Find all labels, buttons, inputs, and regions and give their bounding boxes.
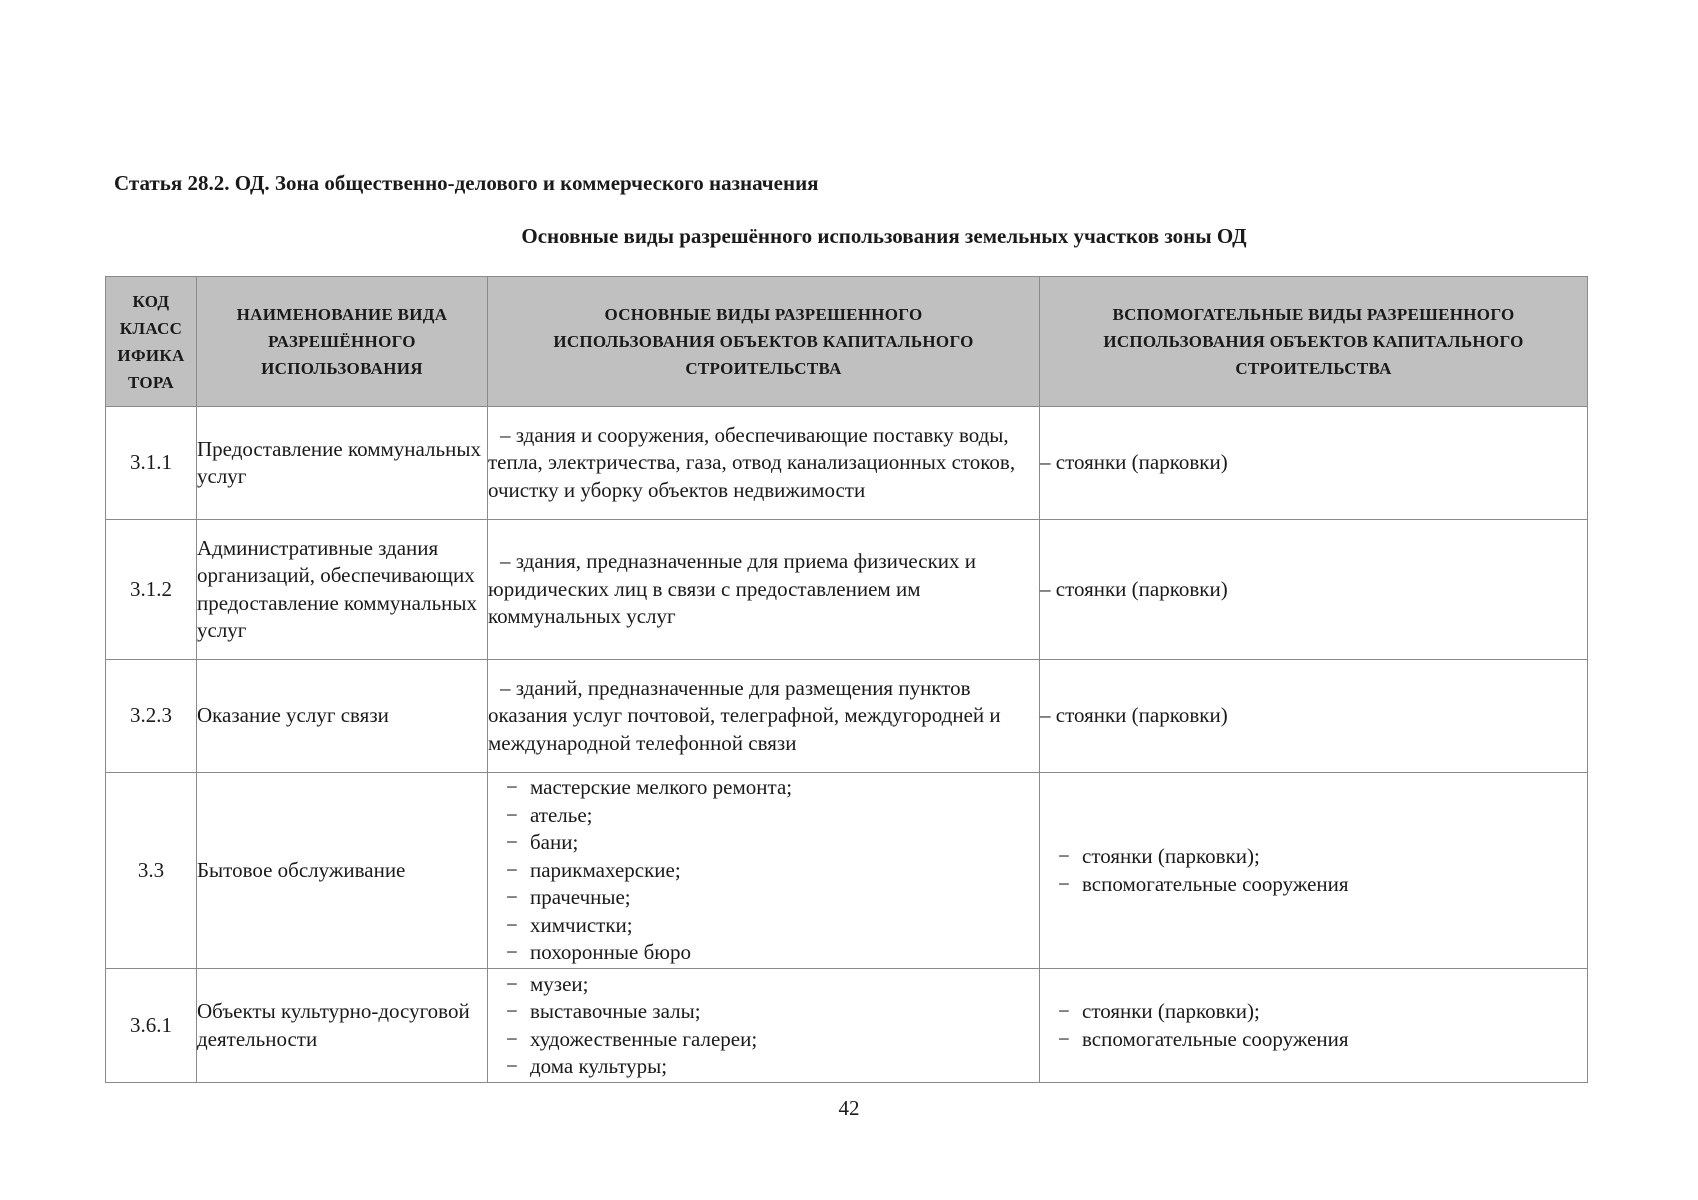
row-main-uses: – здания, предназначенные для приема физических и юридических лиц в связи с предоставлением им коммунальных услуг	[488, 520, 1040, 660]
row-main-uses	[488, 969, 1040, 1083]
table-row	[106, 969, 1588, 1083]
row-aux-uses: – стоянки (парковки)	[1040, 520, 1588, 660]
list-item: − вспомогательные сооружения	[1040, 871, 1587, 899]
list-item: − выставочные залы;	[488, 998, 1039, 1026]
list-item: − химчистки;	[488, 912, 1039, 940]
header-code-line: ТОРА	[127, 372, 175, 392]
header-code	[106, 277, 197, 407]
table-row	[106, 407, 1588, 520]
row-name: Предоставление коммунальных услуг	[197, 407, 488, 520]
row-aux-uses: – стоянки (парковки)	[1040, 407, 1588, 520]
list-item: − парикмахерские;	[488, 857, 1039, 885]
header-code-line: КЛАСС	[119, 318, 183, 338]
list-item: − дома культуры;	[488, 1053, 1039, 1081]
row-aux-uses: – стоянки (парковки)	[1040, 660, 1588, 773]
row-code: 3.1.1	[106, 407, 197, 520]
list-item: − мастерские мелкого ремонта;	[488, 774, 1039, 802]
table-row	[106, 520, 1588, 660]
list-item: − похоронные бюро	[488, 939, 1039, 967]
row-code: 3.6.1	[106, 969, 197, 1083]
row-aux-uses	[1040, 773, 1588, 969]
row-main-uses	[488, 773, 1040, 969]
row-name: Административные здания организаций, обеспечивающих предоставление коммунальных услуг	[197, 520, 488, 660]
list-item: − стоянки (парковки);	[1040, 998, 1587, 1026]
list-item: − музеи;	[488, 971, 1039, 999]
row-main-uses: – здания и сооружения, обеспечивающие поставку воды, тепла, электричества, газа, отвод канализационных стоков, очистку и уборку объектов недвижимости	[488, 407, 1040, 520]
list-item: − прачечные;	[488, 884, 1039, 912]
table-header-row	[106, 277, 1588, 407]
header-aux: ВСПОМОГАТЕЛЬНЫЕ ВИДЫ РАЗРЕШЕННОГО ИСПОЛЬЗОВАНИЯ ОБЪЕКТОВ КАПИТАЛЬНОГО СТРОИТЕЛЬСТВА	[1040, 277, 1588, 407]
row-main-uses: – зданий, предназначенные для размещения пунктов оказания услуг почтовой, телеграфной, междугородней и международной телефонной связи	[488, 660, 1040, 773]
row-name: Оказание услуг связи	[197, 660, 488, 773]
table-row	[106, 773, 1588, 969]
row-name: Бытовое обслуживание	[197, 773, 488, 969]
list-item: − ателье;	[488, 802, 1039, 830]
row-code: 3.3	[106, 773, 197, 969]
main-uses-list	[488, 774, 1039, 967]
row-code: 3.2.3	[106, 660, 197, 773]
page-number: 42	[838, 1096, 860, 1120]
row-name: Объекты культурно-досуговой деятельности	[197, 969, 488, 1083]
aux-uses-list	[1040, 998, 1587, 1053]
list-item: − бани;	[488, 829, 1039, 857]
header-code-line: КОД	[132, 291, 170, 311]
list-item: − художественные галереи;	[488, 1026, 1039, 1054]
row-aux-uses	[1040, 969, 1588, 1083]
table-row	[106, 660, 1588, 773]
list-item: − стоянки (парковки);	[1040, 843, 1587, 871]
main-uses-list	[488, 971, 1039, 1081]
permitted-use-table	[105, 276, 1588, 1083]
header-code-line: ИФИКА	[117, 345, 185, 365]
row-code: 3.1.2	[106, 520, 197, 660]
table-caption: Основные виды разрешённого использования земельных участков зоны ОД	[521, 224, 1247, 248]
list-item: − вспомогательные сооружения	[1040, 1026, 1587, 1054]
header-name: НАИМЕНОВАНИЕ ВИДА РАЗРЕШЁННОГО ИСПОЛЬЗОВАНИЯ	[197, 277, 488, 407]
header-main: ОСНОВНЫЕ ВИДЫ РАЗРЕШЕННОГО ИСПОЛЬЗОВАНИЯ ОБЪЕКТОВ КАПИТАЛЬНОГО СТРОИТЕЛЬСТВА	[488, 277, 1040, 407]
article-title: Статья 28.2. ОД. Зона общественно-делового и коммерческого назначения	[114, 171, 819, 195]
aux-uses-list	[1040, 843, 1587, 898]
